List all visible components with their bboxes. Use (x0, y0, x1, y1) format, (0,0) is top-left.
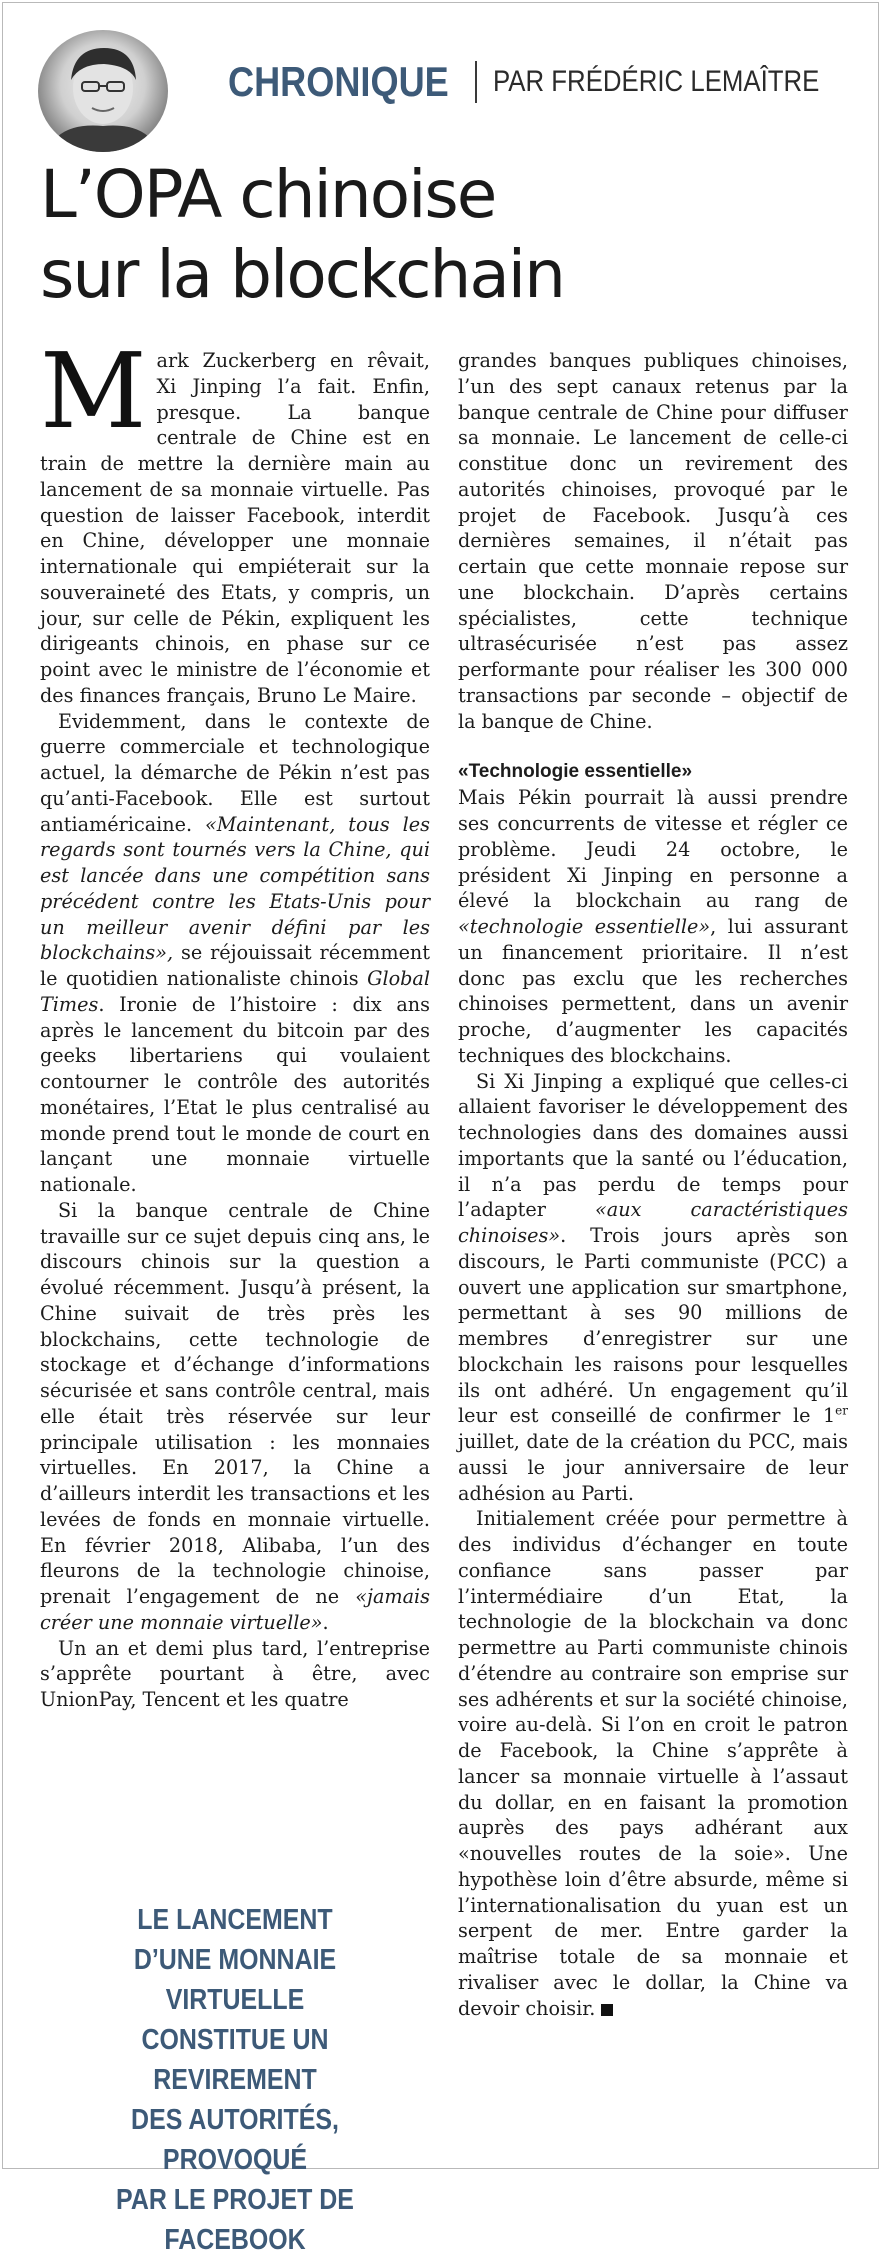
paragraph (40, 709, 430, 1198)
paragraph-text: se réjouissait récemment le quotidien nationaliste chinois (40, 941, 430, 990)
superscript: er (835, 1403, 848, 1418)
author-photo (38, 30, 168, 152)
paragraph-text: Evidemment, dans le contexte de guerre commerciale et technologique actuel, la démarche de Pékin n’est pas qu’anti-Facebook. Elle est surtout antiaméricaine. (40, 709, 430, 836)
section-subhead: «Technologie essentielle» (458, 761, 693, 783)
paragraph-text: . Trois jours après son discours, le Parti communiste (PCC) a ouvert une application sur smartphone, permettant à ses 90 millions de membres d’enregistrer sur une blockchain les raisons pour lesquelles ils ont adhéré. Un engagement qu’il leur est conseillé de confirmer le 1 (458, 1224, 848, 1428)
headline (40, 155, 860, 315)
right-column (458, 348, 848, 2021)
paragraph (458, 1506, 848, 2021)
paragraph (458, 1069, 848, 1507)
paragraph-text: , lui assurant un financement prioritaire. Il n’est donc pas exclu que les recherches chinoises permettent, dans un avenir proche, d’augmenter les capacités techniques des blockchains. (458, 915, 848, 1067)
quote: «jamais créer une monnaie virtuelle» (40, 1585, 430, 1634)
paragraph (40, 1198, 430, 1636)
paragraph-text: Un an et demi plus tard, l’entreprise s’apprête pourtant à être, avec UnionPay, Tencent et les quatre (40, 1636, 430, 1711)
paragraph-text: Mais Pékin pourrait là aussi prendre ses concurrents de vitesse et régler ce problème. Jeudi 24 octobre, le président Xi Jinping en personne a élevé la blockchain au rang de (458, 786, 848, 913)
paragraph-text: ark Zuckerberg en rêvait, Xi Jinping l’a fait. Enfin, presque. La banque centrale de Chine est en train de mettre la dernière main au lancement de sa monnaie virtuelle. Pas question de laisser Facebook, interdit en Chine, développer une monnaie internationale qui empiéterait sur la souveraineté des Etats, y compris, un jour, sur celle de Pékin, expliquent les dirigeants chinois, en phase sur ce point avec le ministre de l’économie et des finances français, Bruno Le Maire. (40, 349, 430, 707)
quote: «Maintenant, tous les regards sont tournés vers la Chine, qui est lancée dans une compétition sans précédent contre les Etats-Unis pour un meilleur avenir défini par les blockchains», (40, 812, 430, 965)
paragraph-text: Si la banque centrale de Chine travaille sur ce sujet depuis cinq ans, le discours chinois sur la question a évolué récemment. Jusqu’à présent, la Chine suivait de très près les blockchains, cette technologie de stockage et d’échange d’informations sécurisée et sans contrôle central, mais elle était très réservée sur leur principale utilisation : les monnaies virtuelles. En 2017, la Chine a d’ailleurs interdit les transactions et les levées de fonds en monnaie virtuelle. En février 2018, Alibaba, l’un des fleurons de la technologie chinoise, prenait l’engagement de ne (40, 1198, 430, 1608)
author-portrait-icon (38, 30, 168, 152)
left-column (40, 330, 430, 1713)
byline: PAR FRÉDÉRIC LEMAÎTRE (492, 65, 820, 98)
paragraph-text: . Ironie de l’histoire : dix ans après le lancement du bitcoin par des geeks libertariens qui voulaient contourner le contrôle des autorités monétaires, l’Etat le plus centralisé au monde prend tout le monde de court en lançant une monnaie virtuelle nationale. (40, 992, 430, 1196)
kicker-separator (475, 61, 477, 103)
paragraph-text: grandes banques publiques chinoises, l’un des sept canaux retenus par la banque centrale de Chine pour diffuser sa monnaie. Le lancement de celle-ci constitue donc un revirement des autorités chinoises, provoqué par le projet de Facebook. Jusqu’à ces dernières semaines, il n’était pas certain que cette monnaie repose sur une blockchain. D’après certains spécialistes, cette technique ultrasécurisée n’est pas assez performante pour réaliser les 300 000 transactions par seconde – objectif de la banque de Chine. (458, 349, 848, 733)
end-mark-icon (601, 2004, 613, 2016)
paragraph-text: Initialement créée pour permettre à des individus d’échanger en toute confiance sans passer par l’intermédiaire d’un Etat, la technologie de la blockchain va donc permettre au Parti communiste chinois d’étendre au contraire son emprise sur ses adhérents et sur la société chinoise, voire au-delà. Si l’on en croit le patron de Facebook, la Chine s’apprête à lancer sa monnaie virtuelle à l’assaut du dollar, en en faisant la promotion auprès des pays adhérant aux «nouvelles routes de la soie». Une hypothèse loin d’être absurde, même si l’internationalisation du yuan est un serpent de mer. Entre garder la maîtrise totale de sa monnaie et rivaliser avec le dollar, la Chine va devoir choisir. (458, 1507, 848, 2020)
newspaper-name: Global Times (40, 967, 430, 1016)
pull-quote (40, 1900, 430, 2260)
rubric-label: CHRONIQUE (228, 58, 449, 105)
paragraph (40, 1636, 430, 1713)
quote: «aux caractéristiques chinoises» (458, 1198, 848, 1247)
article-kicker (228, 58, 872, 106)
paragraph (458, 348, 848, 734)
paragraph-text: juillet, date de la création du PCC, mais aussi le jour anniversaire de leur adhésion au Parti. (458, 1430, 848, 1505)
paragraph-text: . (322, 1610, 329, 1634)
headline-line-1: L’OPA chinoise (40, 156, 496, 233)
pull-quote-text: LE LANCEMENT D’UNE MONNAIE VIRTUELLE CONSTITUE UN REVIREMENT DES AUTORITÉS, PROVOQUÉ PAR LE PROJET DE FACEBOOK (116, 1904, 354, 2256)
paragraph (40, 330, 430, 709)
headline-line-2: sur la blockchain (40, 236, 564, 313)
paragraph-text: Si Xi Jinping a expliqué que celles-ci allaient favoriser le développement des technologies dans des domaines aussi importants que la santé ou l’éducation, il n’a pas perdu de temps pour l’adapter (458, 1069, 848, 1222)
drop-cap: M (40, 330, 147, 452)
quote: «technologie essentielle» (458, 915, 711, 938)
paragraph (458, 785, 848, 1068)
